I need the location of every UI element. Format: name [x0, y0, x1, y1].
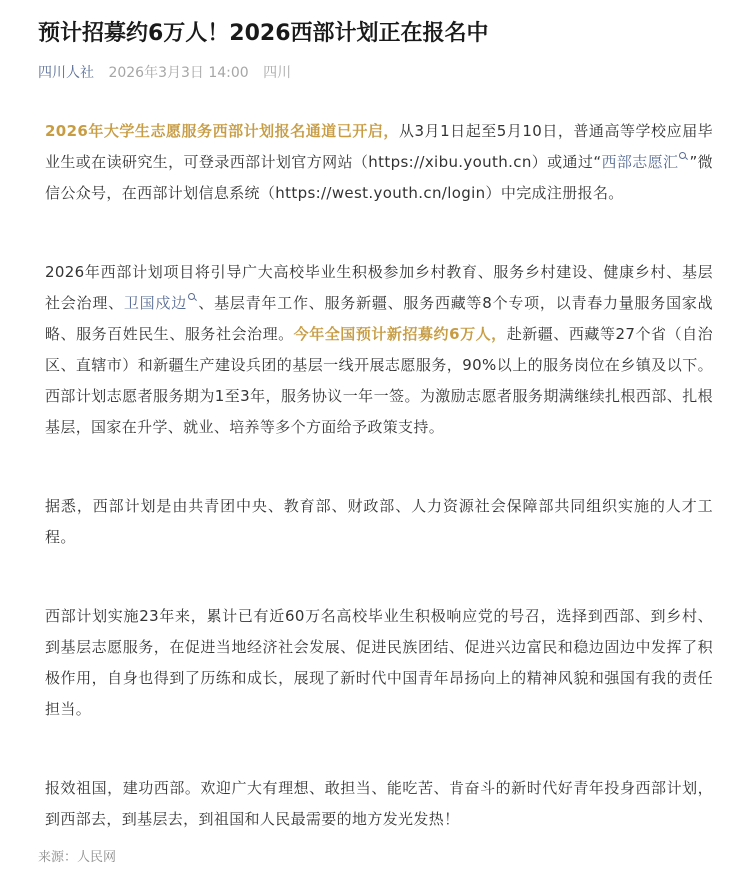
- highlight-text: 2026年大学生志愿服务西部计划报名通道已开启，: [45, 122, 399, 140]
- search-link-weiguo-shubian[interactable]: [124, 294, 198, 312]
- paragraph-text: ”微信公众号，在西部计划信息系统（https://west.youth.cn/login）中完成注册报名。: [45, 153, 713, 202]
- paragraph-text: 2026年西部计划项目将引导广大高校毕业生积极参加乡村教育、服务乡村建设、健康乡村、基层社会治理、: [45, 263, 713, 312]
- paragraph-5: 报效祖国，建功西部。欢迎广大有理想、敢担当、能吃苦、肯奋斗的新时代好青年投身西部计划，到西部去，到基层去，到祖国和人民最需要的地方发光发热！: [45, 779, 713, 828]
- search-link-label: 卫国戍边: [123, 294, 187, 312]
- article-meta: [38, 62, 291, 84]
- paragraph-4: 西部计划实施23年来，累计已有近60万名高校毕业生积极响应党的号召，选择到西部、到乡村、到基层志愿服务，在促进当地经济社会发展、促进民族团结、促进兴边富民和稳边固边中发挥了积极作用，自身也得到了历练和成长，展现了新时代中国青年昂扬向上的精神风貌和强国有我的责任担当。: [45, 607, 713, 718]
- search-icon: [188, 293, 197, 302]
- paragraph-3: 据悉，西部计划是由共青团中央、教育部、财政部、人力资源社会保障部共同组织实施的人才工程。: [45, 497, 713, 546]
- paragraph-text: 、基层青年工作、服务新疆、服务西藏等8个专项，以青春力量服务国家战略、服务百姓民生、服务社会治理。: [45, 294, 713, 343]
- search-link-label: 西部志愿汇: [601, 153, 679, 171]
- paragraph-text: 赴新疆、西藏等27个省（自治区、直辖市）和新疆生产建设兵团的基层一线开展志愿服务，90%以上的服务岗位在乡镇及以下。西部计划志愿者服务期为1至3年，服务协议一年一签。为激励志愿者服务期满继续扎根西部、扎根基层，国家在升学、就业、培养等多个方面给予政策支持。: [45, 325, 713, 436]
- paragraph-2: [45, 257, 713, 443]
- publish-time: 2026年3月3日 14:00: [108, 65, 249, 81]
- publish-location: 四川: [263, 65, 292, 81]
- search-icon: [679, 152, 688, 161]
- search-link-xibu-zhiyuanhui[interactable]: [601, 153, 689, 171]
- article-source: 来源：人民网: [38, 850, 117, 865]
- article-title: 预计招募约6万人！2026西部计划正在报名中: [38, 21, 489, 46]
- highlight-text: 今年全国预计新招募约6万人，: [293, 325, 507, 343]
- paragraph-1: [45, 116, 713, 209]
- paragraph-text: 从3月1日起至5月10日，普通高等学校应届毕业生或在读研究生，可登录西部计划官方网站（https://xibu.youth.cn）或通过“: [45, 122, 713, 171]
- account-name-link[interactable]: 四川人社: [38, 65, 94, 81]
- article-content: [45, 116, 713, 883]
